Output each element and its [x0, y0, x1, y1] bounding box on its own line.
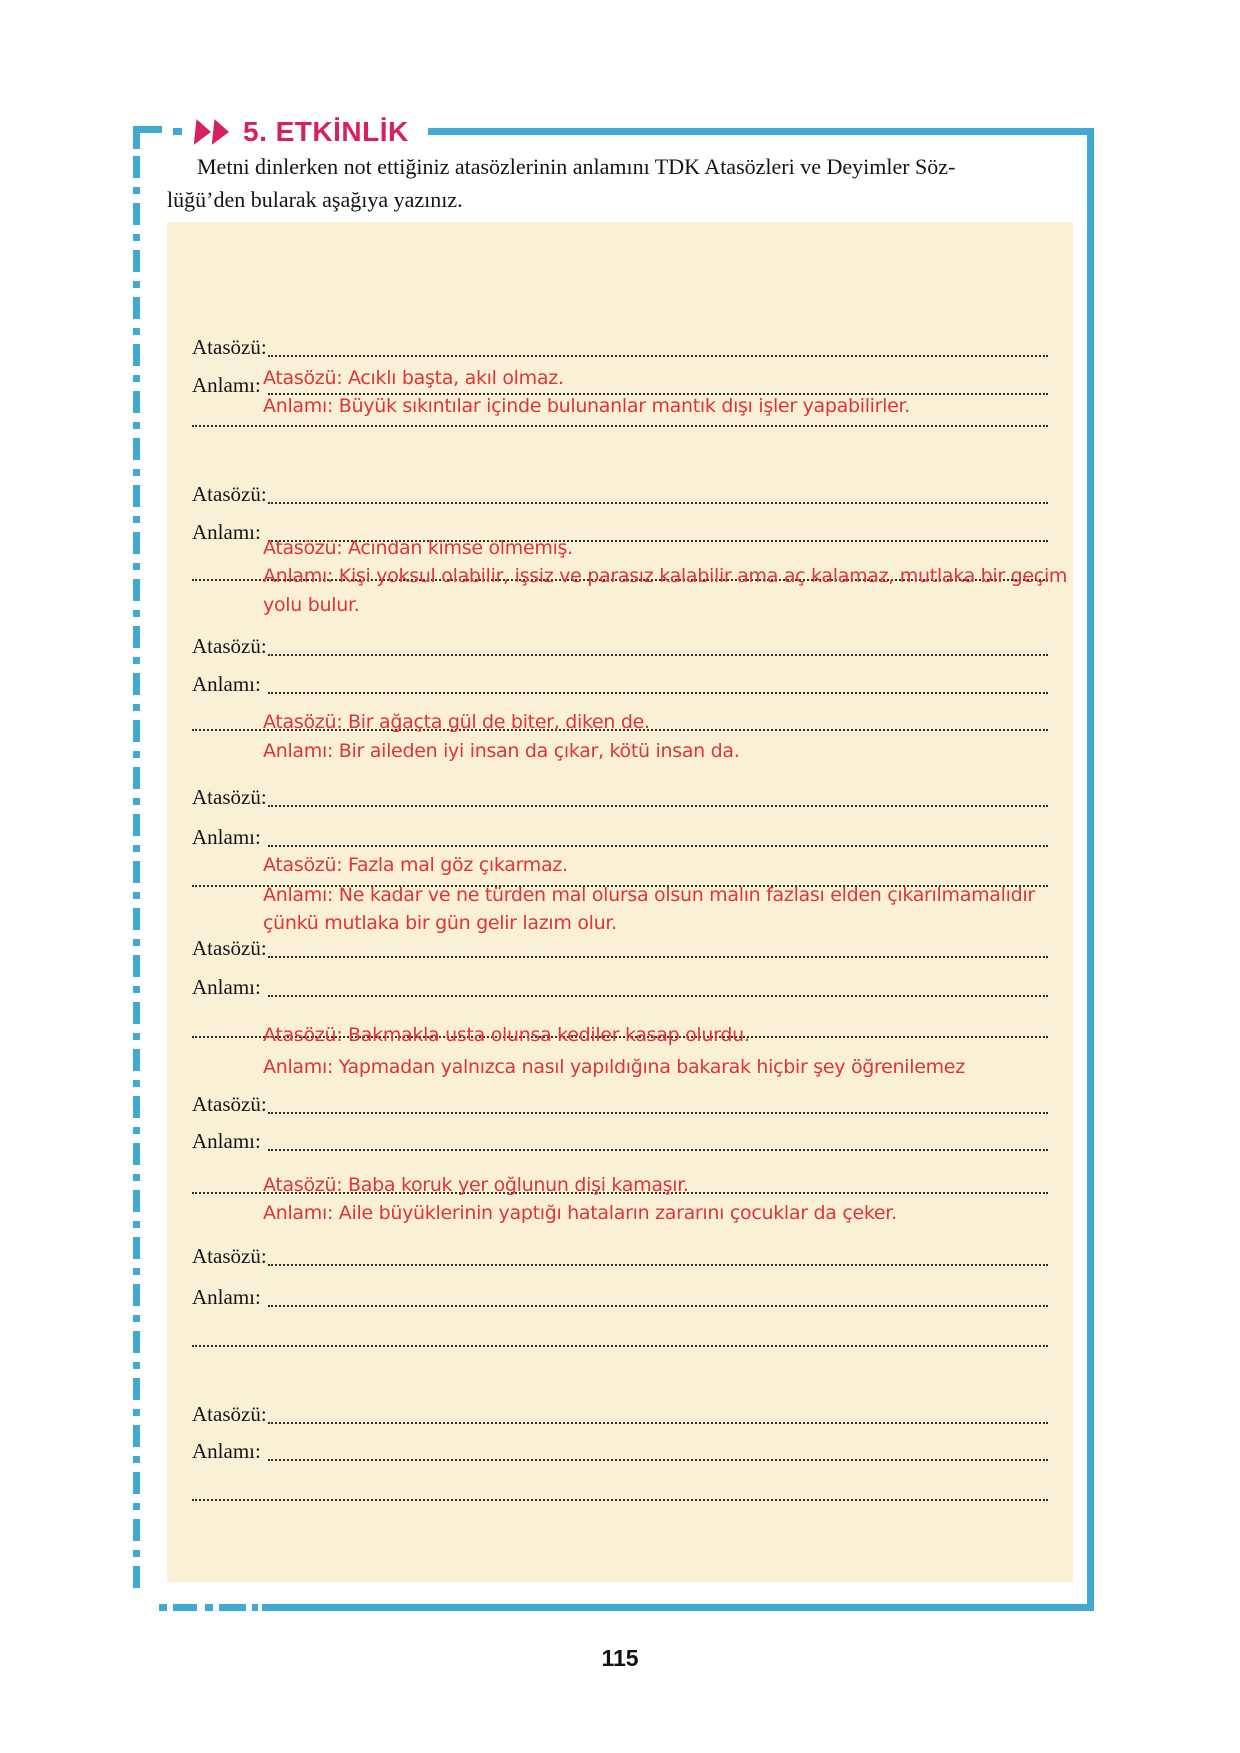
dotted-writing-line	[192, 1345, 1048, 1347]
anlami-label: Anlamı:	[192, 1129, 261, 1153]
atasozu-row	[192, 932, 1048, 962]
instructions-line: lüğü’den bularak aşağıya yazınız.	[167, 187, 463, 212]
atasozu-row	[192, 478, 1048, 508]
dotted-writing-line	[268, 956, 1048, 958]
instructions-line: Metni dinlerken not ettiğiniz atasözlerinin anlamını TDK Atasözleri ve Deyimler Söz-	[197, 154, 956, 179]
handwritten-answer: çünkü mutlaka bir gün gelir lazım olur.	[263, 912, 617, 934]
dotted-writing-line	[268, 355, 1048, 357]
anlami-label: Anlamı:	[192, 975, 261, 999]
handwritten-answer: Atasözü: Bakmakla usta olunsa kediler kasap olurdu.	[263, 1024, 750, 1046]
anlami-label: Anlamı:	[192, 672, 261, 696]
atasozu-row	[192, 331, 1048, 361]
anlami-row	[192, 1435, 1048, 1465]
anlami-row	[192, 1281, 1048, 1311]
atasozu-row	[192, 1240, 1048, 1270]
dotted-writing-line	[268, 1459, 1048, 1461]
atasozu-label: Atasözü:	[192, 785, 267, 809]
dotted-writing-line	[268, 845, 1048, 847]
handwritten-answer: Anlamı: Büyük sıkıntılar içinde bulunanlar mantık dışı işler yapabilirler.	[263, 395, 911, 417]
frame-dash	[173, 1604, 197, 1611]
handwritten-answer: Anlamı: Bir aileden iyi insan da çıkar, kötü insan da.	[263, 740, 740, 762]
dotted-writing-line	[268, 1305, 1048, 1307]
chevron-right-icon	[194, 119, 213, 145]
dotted-writing-line	[268, 995, 1048, 997]
handwritten-answer: Atasözü: Acından kimse ölmemiş.	[263, 537, 573, 559]
anlami-label: Anlamı:	[192, 1285, 261, 1309]
handwritten-answer: Anlamı: Ne kadar ve ne türden mal olursa olsun malın fazlası elden çıkarılmamalıdır	[263, 884, 1035, 906]
handwritten-answer: Anlamı: Aile büyüklerinin yaptığı hataların zararını çocuklar da çeker.	[263, 1202, 897, 1224]
anlami-label: Anlamı:	[192, 825, 261, 849]
activity-title: 5. ETKİNLİK	[243, 116, 409, 147]
handwritten-answer: yolu bulur.	[263, 594, 360, 616]
handwritten-answer: Anlamı: Yapmadan yalnızca nasıl yapıldığına bakarak hiçbir şey öğrenilemez	[263, 1056, 965, 1078]
anlami-row	[192, 1125, 1048, 1155]
atasozu-label: Atasözü:	[192, 1402, 267, 1426]
frame-dash	[219, 1604, 246, 1611]
frame-top-rule	[428, 128, 1094, 135]
page-number: 115	[601, 1645, 639, 1671]
handwritten-answer: Atasözü: Fazla mal göz çıkarmaz.	[263, 854, 568, 876]
frame-dash-dot	[173, 128, 182, 135]
chevron-right-icon	[212, 119, 231, 145]
continuation-row	[192, 1475, 1048, 1505]
handwritten-answer: Atasözü: Bir ağaçta gül de biter, diken de.	[263, 711, 650, 733]
atasozu-label: Atasözü:	[192, 1244, 267, 1268]
dotted-writing-line	[268, 805, 1048, 807]
anlami-row	[192, 668, 1048, 698]
frame-dash-dot	[252, 1604, 258, 1611]
atasozu-row	[192, 630, 1048, 660]
anlami-row	[192, 971, 1048, 1001]
frame-right-border	[1087, 128, 1094, 1611]
dotted-writing-line	[268, 1149, 1048, 1151]
dotted-writing-line	[192, 1499, 1048, 1501]
frame-left-dashed-border	[133, 156, 140, 1596]
dotted-writing-line	[268, 1422, 1048, 1424]
handwritten-answer: Atasözü: Acıklı başta, akıl olmaz.	[263, 367, 564, 389]
dotted-writing-line	[268, 1264, 1048, 1266]
atasozu-label: Atasözü:	[192, 634, 267, 658]
atasozu-label: Atasözü:	[192, 1092, 267, 1116]
atasozu-row	[192, 781, 1048, 811]
anlami-label: Anlamı:	[192, 1439, 261, 1463]
atasozu-row	[192, 1088, 1048, 1118]
frame-corner-top-left	[133, 126, 162, 149]
activity-header	[195, 116, 409, 148]
atasozu-label: Atasözü:	[192, 936, 267, 960]
frame-bottom-rule	[262, 1604, 1094, 1611]
dotted-writing-line	[268, 502, 1048, 504]
continuation-row	[192, 1321, 1048, 1351]
instructions	[167, 150, 1065, 216]
handwritten-answer: Atasözü: Baba koruk yer oğlunun dişi kamaşır.	[263, 1174, 689, 1196]
anlami-label: Anlamı:	[192, 520, 261, 544]
frame-dash-dot	[205, 1604, 213, 1611]
anlami-label: Anlamı:	[192, 373, 261, 397]
anlami-row	[192, 821, 1048, 851]
atasozu-row	[192, 1398, 1048, 1428]
dotted-writing-line	[192, 425, 1048, 427]
dotted-writing-line	[268, 1112, 1048, 1114]
dotted-writing-line	[268, 692, 1048, 694]
atasozu-label: Atasözü:	[192, 335, 267, 359]
dotted-writing-line	[268, 654, 1048, 656]
frame-dash-dot	[159, 1604, 167, 1611]
handwritten-answer: Anlamı: Kişi yoksul olabilir, işsiz ve parasız kalabilir ama aç kalamaz, mutlaka bir geçim	[263, 565, 1068, 587]
atasozu-label: Atasözü:	[192, 482, 267, 506]
